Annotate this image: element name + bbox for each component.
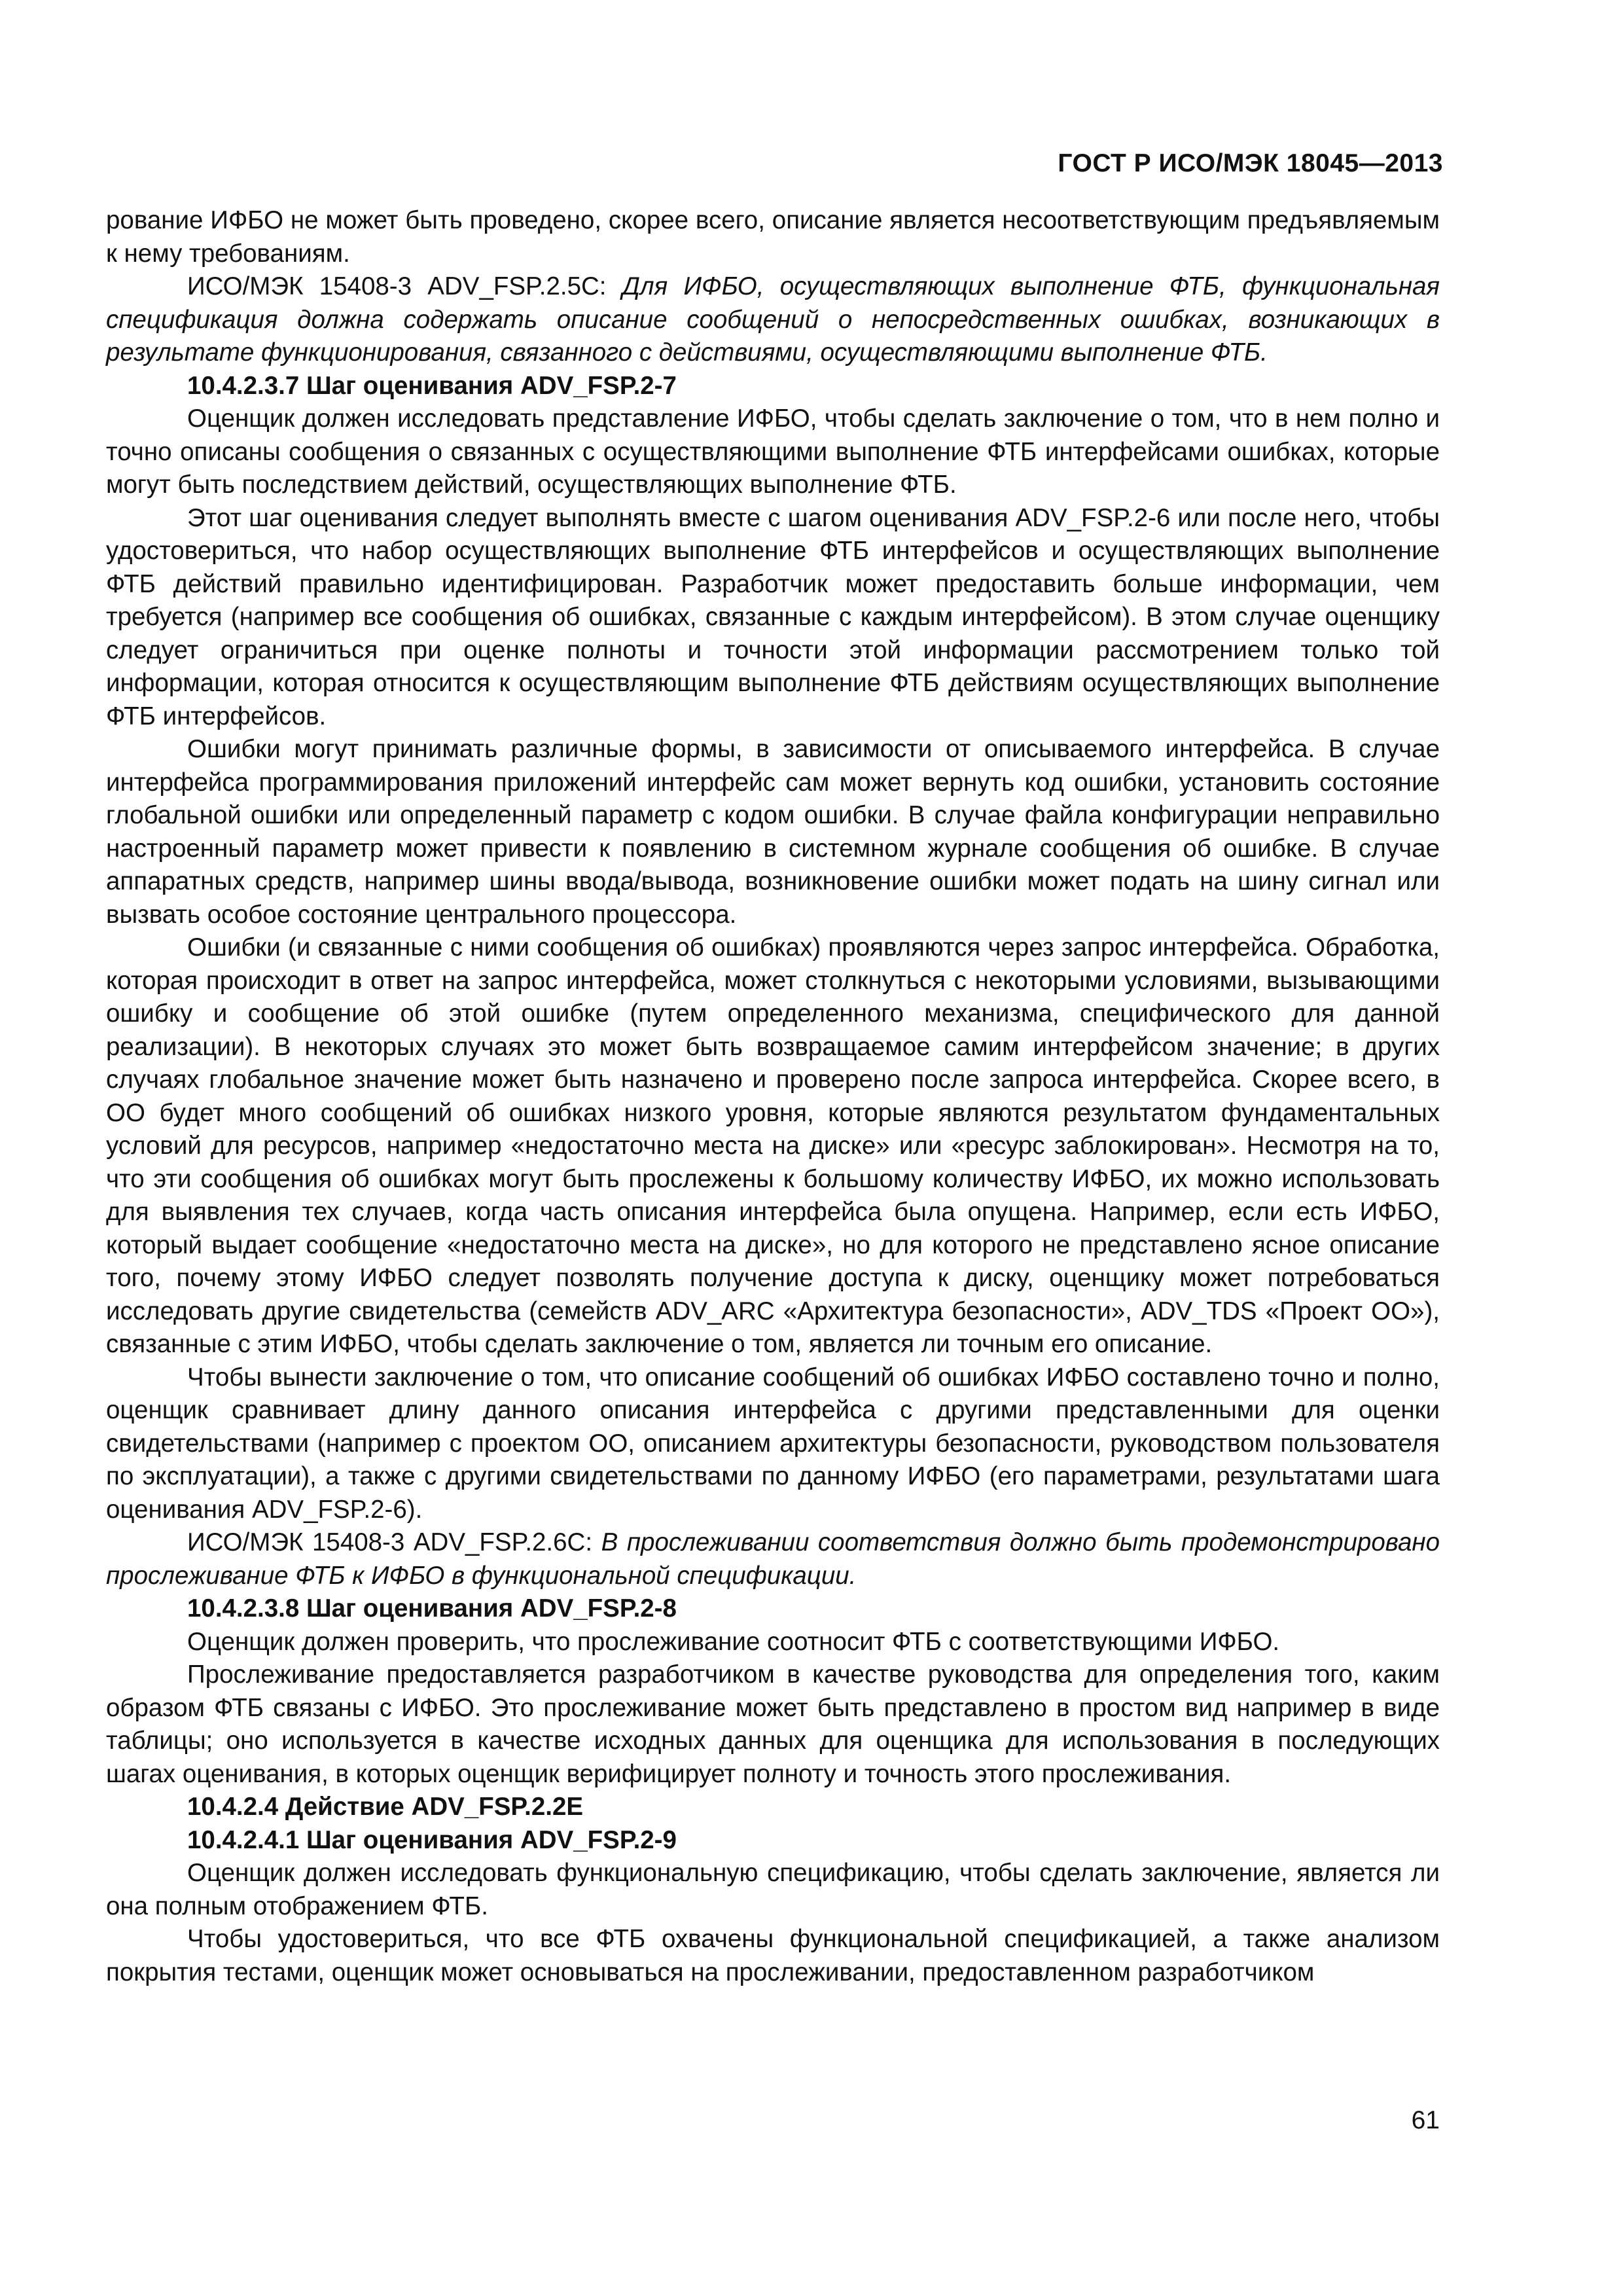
iso-requirement — [106, 270, 1440, 370]
paragraph: Этот шаг оценивания следует выполнять вместе с шагом оценивания ADV_FSP.2-6 или после него, чтобы удостовериться, что набор осуществляющих выполнение ФТБ интерфейсов и осуществляющих выполнение ФТБ действий правильно идентифицирован. Разработчик может предоставить больше информации, чем требуется (например все сообщения об ошибках, связанные с каждым интерфейсом). В этом случае оценщику следует ограничиться при оценке полноты и точности этой информации рассмотрением только той информации, которая относится к осуществляющим выполнение ФТБ действиям осуществляющих выполнение ФТБ интерфейсов. — [106, 503, 1440, 730]
iso-reference: ИСО/МЭК 15408-3 ADV_FSP.2.6C: — [187, 1528, 601, 1556]
paragraph: Оценщик должен проверить, что прослеживание соотносит ФТБ с соответствующими ИФБО. — [187, 1627, 1280, 1656]
section-heading: 10.4.2.4.1 Шаг оценивания ADV_FSP.2-9 — [187, 1825, 677, 1854]
paragraph: Прослеживание предоставляется разработчиком в качестве руководства для определения того, каким образом ФТБ связаны с ИФБО. Это прослеживание может быть представлено в простом вид например в виде таблицы; оно используется в качестве исходных данных для оценщика для использования в последующих шагах оценивания, в которых оценщик верифицирует полноту и точность этого прослеживания. — [106, 1660, 1440, 1788]
section-heading: 10.4.2.3.8 Шаг оценивания ADV_FSP.2-8 — [187, 1594, 677, 1623]
paragraph: Ошибки (и связанные с ними сообщения об ошибках) проявляются через запрос интерфейса. Обработка, которая происходит в ответ на запрос интерфейса, может столкнуться с некоторыми условиями, вызывающими ошибку и сообщение об этой ошибке (путем определенного механизма, специфического для данной реализации). В некоторых случаях это может быть возвращаемое самим интерфейсом значение; в других случаях глобальное значение может быть назначено и проверено после запроса интерфейса. Скорее всего, в ОО будет много сообщений об ошибках низкого уровня, которые являются результатом фундаментальных условий для ресурсов, например «недостаточно места на диске» или «ресурс заблокирован». Несмотря на то, что эти сообщения об ошибках могут быть прослежены к большому количеству ИФБО, их можно использовать для выявления тех случаев, когда часть описания интерфейса была опущена. Например, если есть ИФБО, который выдает сообщение «недостаточно места на диске», но для которого не представлено ясное описание того, почему этому ИФБО следует позволять получение доступа к диску, оценщику может потребоваться исследовать другие свидетельства (семейств ADV_ARC «Архитектура безопасности», ADV_TDS «Проект ОО»), связанные с этим ИФБО, чтобы сделать заключение о том, является ли точным его описание. — [106, 933, 1440, 1358]
paragraph: рование ИФБО не может быть проведено, скорее всего, описание является несоответствующим предъявляемым к нему требованиям. — [106, 206, 1440, 268]
paragraph: Чтобы вынести заключение о том, что описание сообщений об ошибках ИФБО составлено точно и полно, оценщик сравнивает длину данного описания интерфейса с другими представленными для оценки свидетельствами (например с проектом ОО, описанием архитектуры безопасности, руководством пользователя по эксплуатации), а также с другими свидетельствами по данному ИФБО (его параметрами, результатами шага оценивания ADV_FSP.2-6). — [106, 1363, 1440, 1524]
iso-reference: ИСО/МЭК 15408-3 ADV_FSP.2.5C: — [187, 272, 622, 300]
paragraph: Оценщик должен исследовать представление ИФБО, чтобы сделать заключение о том, что в нем полно и точно описаны сообщения о связанных с осуществляющими выполнение ФТБ интерфейсами ошибках, которые могут быть последствием действий, осуществляющих выполнение ФТБ. — [106, 404, 1440, 499]
page-number: 61 — [1411, 2106, 1440, 2134]
section-heading: 10.4.2.3.7 Шаг оценивания ADV_FSP.2-7 — [187, 371, 677, 400]
iso-requirement-text: Для ИФБО, осуществляющих выполнение ФТБ, функциональная спецификация должна содержать описание сообщений о непосредственных ошибках, возникающих в результате функционирования, связанного с действиями, осуществляющими выполнение ФТБ. — [106, 272, 1440, 367]
iso-requirement-text: В прослеживании соответствия должно быть продемонстрировано прослеживание ФТБ к ИФБО в функциональной спецификации. — [106, 1528, 1440, 1590]
paragraph: Оценщик должен исследовать функциональную спецификацию, чтобы сделать заключение, является ли она полным отображением ФТБ. — [106, 1859, 1440, 1920]
section-heading: 10.4.2.4 Действие ADV_FSP.2.2E — [187, 1793, 584, 1821]
standard-header: ГОСТ Р ИСО/МЭК 18045—2013 — [1058, 149, 1443, 177]
paragraph: Чтобы удостовериться, что все ФТБ охвачены функциональной спецификацией, а также анализом покрытия тестами, оценщик может основываться на прослеживании, предоставленном разработчиком — [106, 1925, 1440, 1986]
body-text — [106, 204, 1440, 1989]
iso-requirement — [106, 1526, 1440, 1592]
paragraph: Ошибки могут принимать различные формы, в зависимости от описываемого интерфейса. В случае интерфейса программирования приложений интерфейс сам может вернуть код ошибки, установить состояние глобальной ошибки или определенный параметр с кодом ошибки. В случае файла конфигурации неправильно настроенный параметр может привести к появлению в системном журнале сообщения об ошибке. В случае аппаратных средств, например шины ввода/вывода, возникновение ошибки может подать на шину сигнал или вызвать особое состояние центрального процессора. — [106, 735, 1440, 929]
